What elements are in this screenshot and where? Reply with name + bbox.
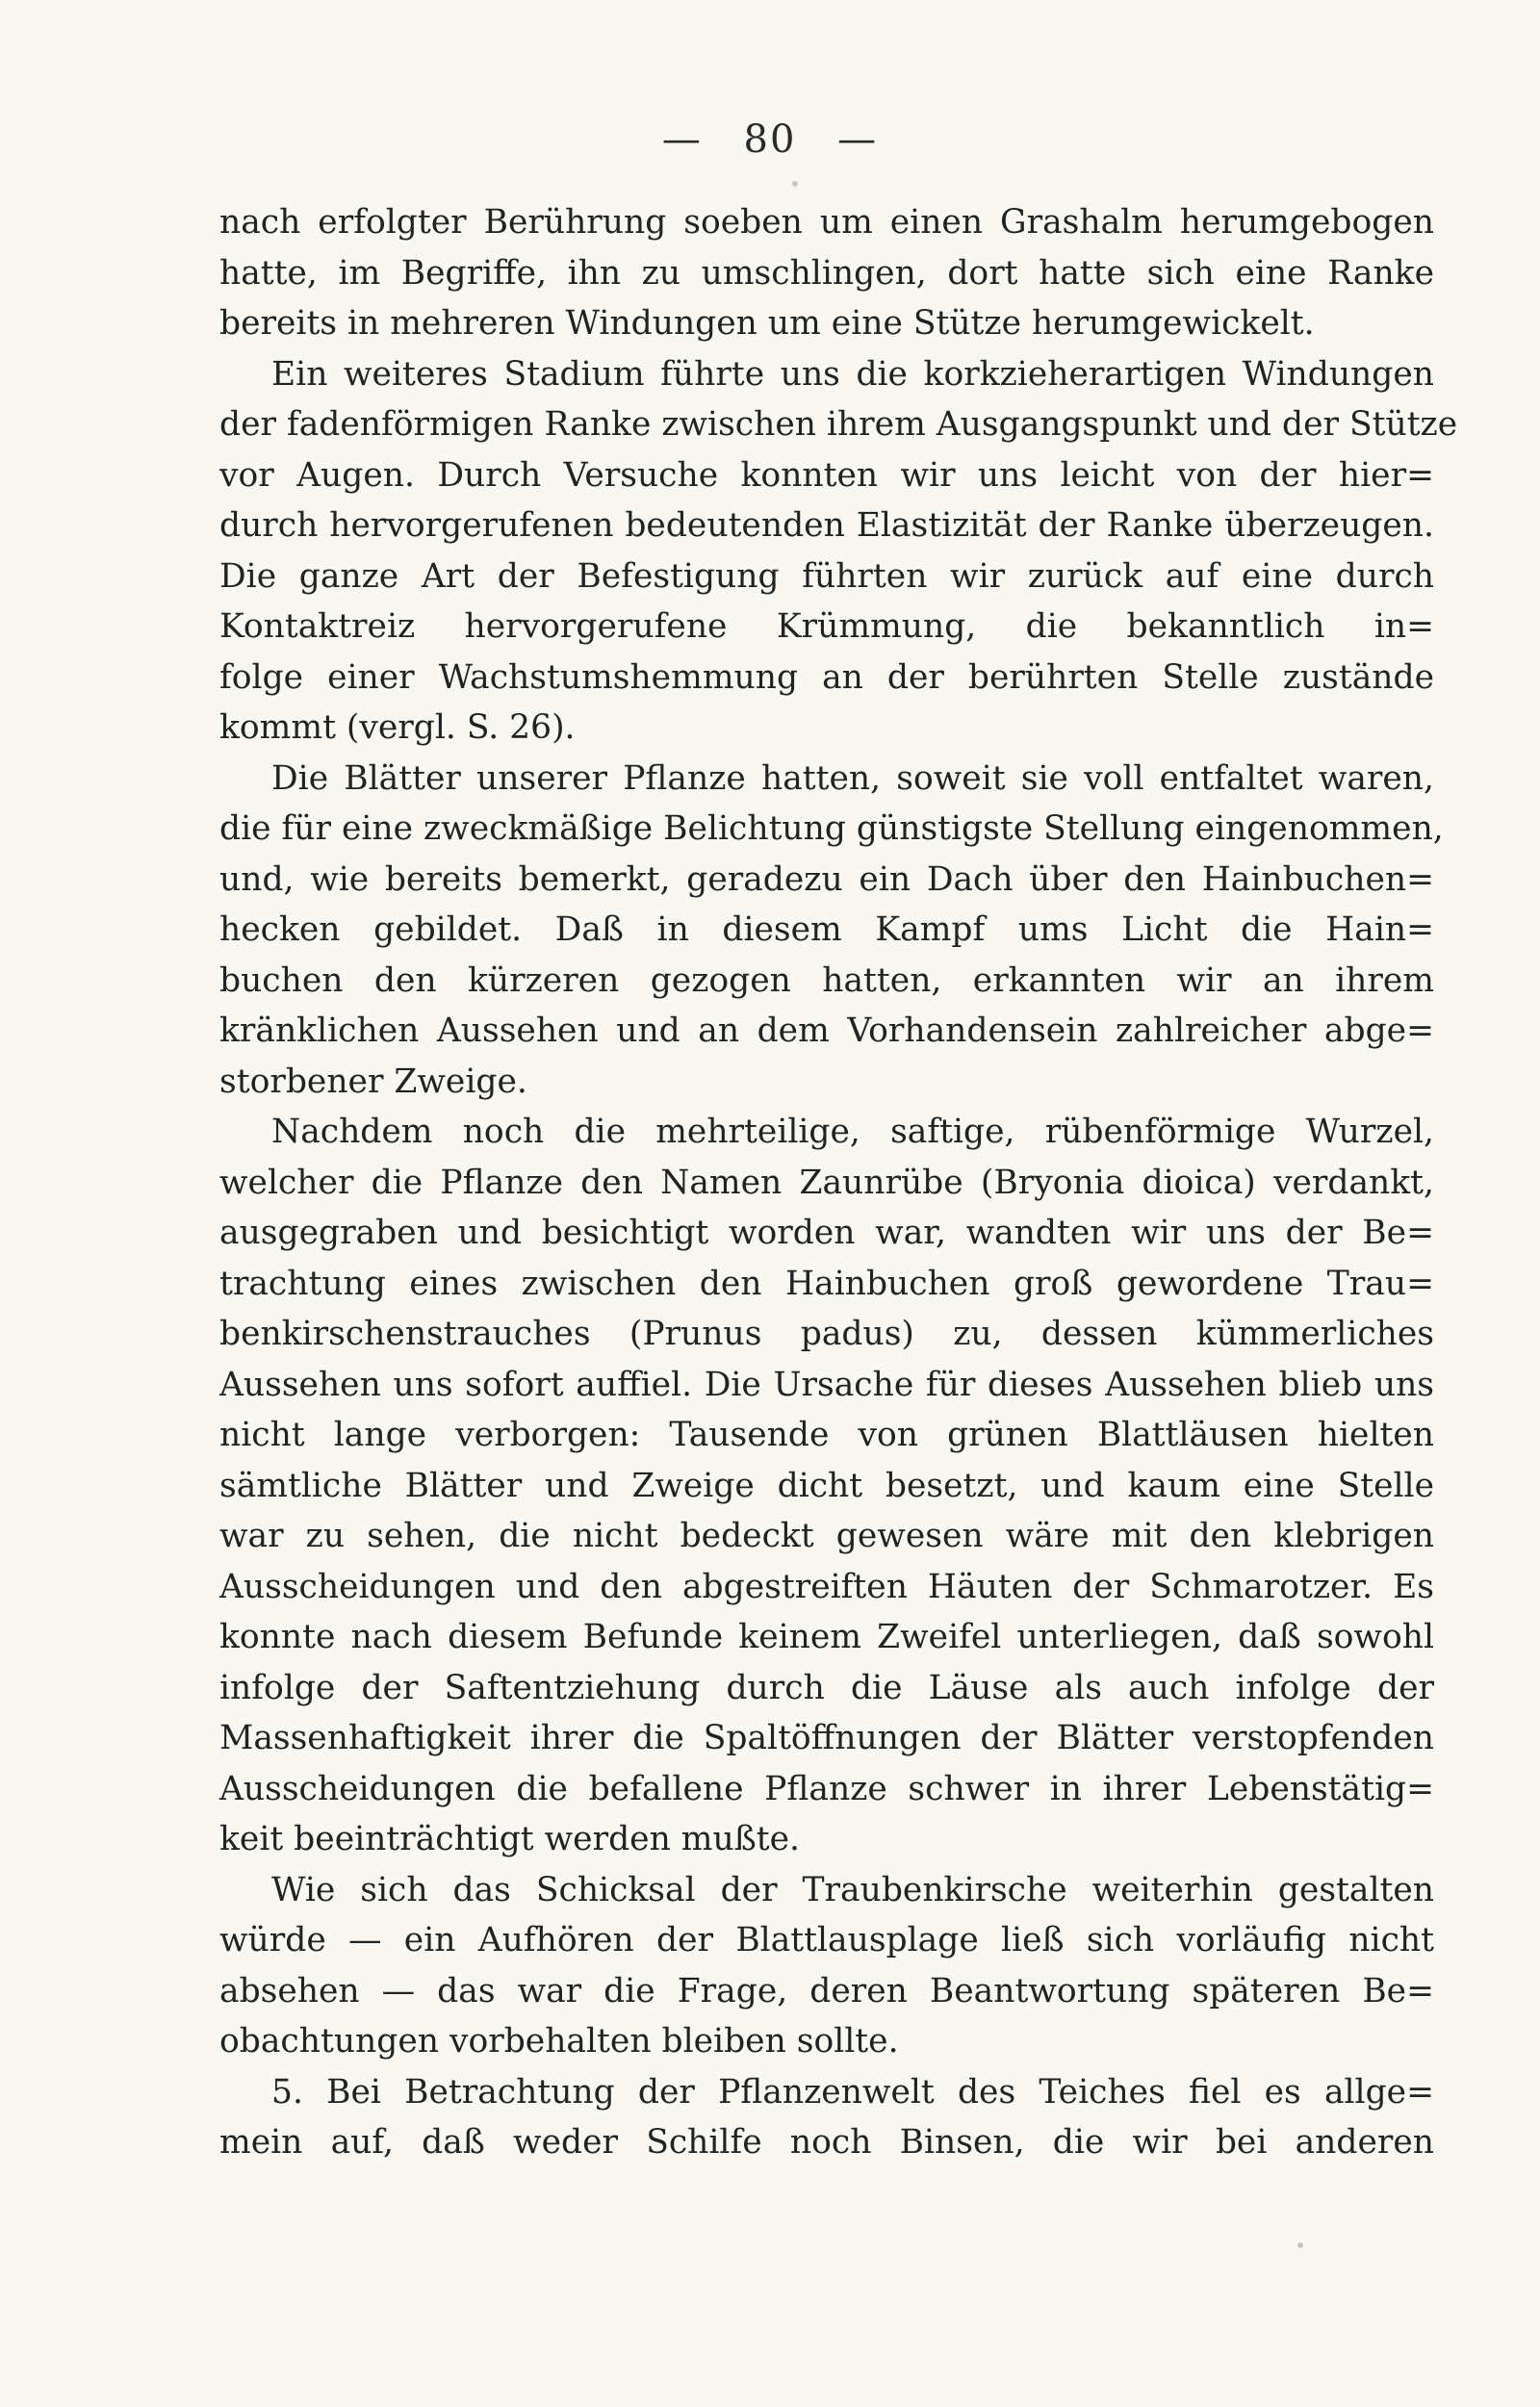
text-line: vor Augen. Durch Versuche konnten wir uns leicht von der hier= — [219, 455, 1434, 495]
text-line: mein auf, daß weder Schilfe noch Binsen, die wir bei anderen — [219, 2123, 1434, 2162]
text-line: durch hervorgerufenen bedeutenden Elastizität der Ranke überzeugen. — [219, 506, 1434, 545]
text-line: 5. Bei Betrachtung der Pflanzenwelt des Teiches fiel es allge= — [271, 2072, 1434, 2112]
text-line: storbener Zweige. — [219, 1062, 527, 1101]
text-line: nicht lange verborgen: Tausende von grünen Blattläusen hielten — [219, 1416, 1434, 1454]
header-dash-left: — — [661, 117, 703, 162]
text-line: die für eine zweckmäßige Belichtung günstigste Stellung eingenommen, — [219, 809, 1444, 848]
text-line: sämtliche Blätter und Zweige dicht besetzt, und kaum eine Stelle — [219, 1466, 1434, 1505]
text-line: Die Blätter unserer Pflanze hatten, soweit sie voll entfaltet waren, — [271, 758, 1434, 798]
text-line: der fadenförmigen Ranke zwischen ihrem Ausgangspunkt und der Stütze — [219, 405, 1458, 444]
text-line: benkirschenstrauches (Prunus padus) zu, dessen kümmerliches — [219, 1315, 1434, 1353]
text-line: hecken gebildet. Daß in diesem Kampf ums Licht die Hain= — [219, 910, 1434, 949]
header-dash-right: — — [837, 117, 879, 162]
text-line: würde — ein Aufhören der Blattlausplage ließ sich vorläufig nicht — [219, 1921, 1434, 1959]
text-line: Aussehen uns sofort auffiel. Die Ursache für dieses Aussehen blieb uns — [219, 1365, 1434, 1404]
text-line: bereits in mehreren Windungen um eine Stütze herumgewickelt. — [219, 304, 1315, 343]
text-line: welcher die Pflanze den Namen Zaunrübe (Bryonia dioica) verdankt, — [219, 1163, 1434, 1202]
text-line: Ausscheidungen die befallene Pflanze schwer in ihrer Lebenstätig= — [219, 1769, 1434, 1808]
text-line: folge einer Wachstumshemmung an der berührten Stelle zustände — [219, 657, 1434, 697]
text-line: nach erfolgter Berührung soeben um einen Grashalm herumgebogen — [219, 203, 1434, 242]
text-line: und, wie bereits bemerkt, geradezu ein Dach über den Hainbuchen= — [219, 859, 1434, 899]
body-text — [219, 197, 1458, 2168]
text-line: Massenhaftigkeit ihrer die Spaltöffnungen der Blätter verstopfenden — [219, 1719, 1434, 1757]
text-line: war zu sehen, die nicht bedeckt gewesen wäre mit den klebrigen — [219, 1517, 1434, 1555]
text-line: Ausscheidungen und den abgestreiften Häuten der Schmarotzer. Es — [219, 1567, 1434, 1606]
text-line: Die ganze Art der Befestigung führten wir zurück auf eine durch — [219, 556, 1434, 596]
text-line: hatte, im Begriffe, ihn zu umschlingen, dort hatte sich eine Ranke — [219, 253, 1434, 293]
page-number: 80 — [743, 117, 797, 162]
text-line: obachtungen vorbehalten bleiben sollte. — [219, 2022, 899, 2061]
text-line: infolge der Saftentziehung durch die Läuse als auch infolge der — [219, 1668, 1434, 1707]
text-line: Wie sich das Schicksal der Traubenkirsche weiterhin gestalten — [271, 1870, 1434, 1909]
text-line: kränklichen Aussehen und an dem Vorhandensein zahlreicher abge= — [219, 1011, 1434, 1050]
paper-speck — [792, 181, 798, 187]
paper-speck — [1297, 2242, 1303, 2248]
text-line: buchen den kürzeren gezogen hatten, erkannten wir an ihrem — [219, 960, 1434, 1000]
text-line: ausgegraben und besichtigt worden war, wandten wir uns der Be= — [219, 1214, 1434, 1252]
text-line: kommt (vergl. S. 26). — [219, 708, 576, 747]
text-line: Nachdem noch die mehrteilige, saftige, rübenförmige Wurzel, — [271, 1113, 1434, 1151]
text-line: keit beeinträchtigt werden mußte. — [219, 1820, 800, 1858]
text-line: absehen — das war die Frage, deren Beantwortung späteren Be= — [219, 1971, 1434, 2010]
text-line: trachtung eines zwischen den Hainbuchen groß gewordene Trau= — [219, 1264, 1434, 1303]
page-header — [0, 117, 1540, 162]
text-line: konnte nach diesem Befunde keinem Zweifel unterliegen, daß sowohl — [219, 1618, 1434, 1656]
text-line: Ein weiteres Stadium führte uns die korkzieherartigen Windungen — [271, 354, 1434, 394]
text-line: Kontaktreiz hervorgerufene Krümmung, die bekanntlich in= — [219, 607, 1434, 646]
